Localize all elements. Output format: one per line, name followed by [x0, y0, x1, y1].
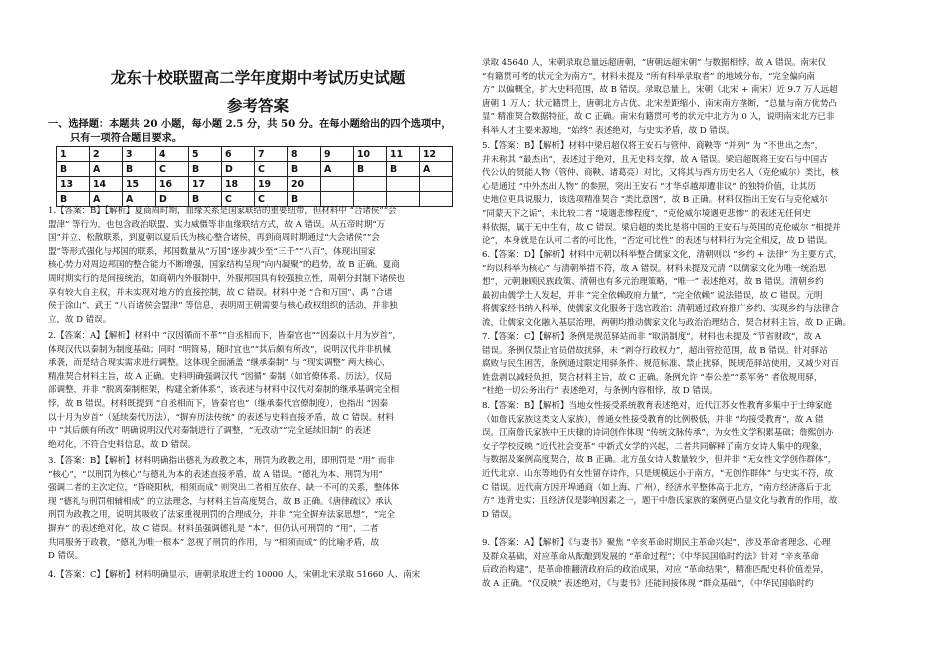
explanation-line: 女子学校反映 “近代社会变革” 中新式女学的兴起，二者共同解释了南方女诗人集中的现象， — [482, 441, 828, 452]
question-number-cell: 8 — [288, 147, 321, 162]
explanation-line: 后政治构建”，是革命推翻清政府后的政治成果，对应 “革命结果”，精准匹配史料价值差异， — [482, 565, 830, 576]
question-number-cell: 6 — [222, 147, 255, 162]
page-subtitle: 参考答案 — [226, 96, 289, 115]
explanation-line: 7.【答案：C】【解析】条例是规范驿站而非 “取消制度”，材料也未提及 “节省财政”，故 A — [482, 332, 822, 342]
answer-cell: B — [387, 162, 420, 177]
question-number-cell: 13 — [57, 177, 90, 192]
explanation-line: 史地位更具说服力，该选项精准契合 “类比意图”，故 B 正确。材料仅指出王安石与克伦威尔 — [482, 195, 828, 206]
explanation-line: 并未称其 “最杰出”，表述过于绝对，且无史料支撑，故 A 错误。梁启超既将王安石与中国古 — [482, 154, 828, 165]
answer-explanation — [482, 249, 918, 331]
explanation-line: 侯于涂山”、武王 “八百诸侯会盟津” 等信息，表明周王朝需要与核心政权组织的活动，并非独 — [48, 301, 398, 312]
answer-cell: A — [420, 162, 453, 177]
question-number-cell: 3 — [123, 147, 156, 162]
explanation-line: 共同服务于政教，“德礼为唯一根本” 忽视了刑罚的作用，与 “相须而成” 的比喻矛盾，故 — [48, 537, 380, 548]
explanation-line: 科举人才主要来源地，“始终” 表述绝对，与史实矛盾，故 D 错误。 — [482, 125, 735, 136]
explanation-line: 6.【答案：D】【解析】材料中元朝以科举整合儒家文化，清朝则以 “乡约 + 法律” 为主要方式， — [482, 250, 842, 260]
question-number-cell: 19 — [255, 177, 288, 192]
question-number-cell: 12 — [420, 147, 453, 162]
explanation-line: 料依据，属于无中生有，故 C 错误。梁启超的类比是将中国的王安石与英国的克伦威尔 “相提并 — [482, 222, 841, 233]
explanation-line: 最初由儒学士人发起，并非 “完全依赖政府力量”，“完全依赖” 说法错误，故 C 错误。元明 — [482, 290, 823, 301]
answer-cell: A — [90, 162, 123, 177]
explanation-line: C 错误。近代南方因开埠通商（如上海、广州），经济水平整体高于北方，“南方经济落后于北 — [482, 482, 832, 493]
answer-cell: A — [321, 162, 354, 177]
question-number-cell: 7 — [255, 147, 288, 162]
answer-table-row — [57, 162, 453, 177]
section-heading-line-2: 只有一项符合题目要求。 — [70, 132, 183, 144]
answer-explanation — [482, 331, 918, 399]
explanation-line: “同蒙天下之诟”，未比较二者 “境遇悲惨程度”，“克伦威尔境遇更悲惨” 的表述无任何史 — [482, 208, 811, 219]
explanation-line: 承袭，而是结合现实需求进行调整。这体现全面涵盖 “继承秦制” 与 “现实调整” 两大核心， — [48, 358, 391, 369]
answer-cell: C — [222, 192, 255, 207]
answer-explanation — [48, 455, 468, 564]
answer-table-row — [57, 147, 453, 162]
answer-cell: B — [123, 162, 156, 177]
section-heading — [48, 117, 468, 145]
question-number-cell: 5 — [189, 147, 222, 162]
explanation-line: 2.【答案：A】【解析】材料中 “汉因循而不革”“自丞相而下，皆秦官也”“因秦以十月为岁首”， — [48, 331, 401, 341]
explanation-line: 绝对化，不符合史料信息，故 D 错误。 — [48, 439, 197, 450]
answer-cell: B — [354, 162, 387, 177]
explanation-line: 8.【答案：B】【解析】当地女性接受系统教育表述绝对，近代江苏女性教育多集中于士绅家庭 — [482, 401, 832, 411]
explanation-line: “核心”，“以刑罚为核心”与德礼为本的表述直接矛盾，故 A 错误。“德礼为本、刑罚为用” — [48, 469, 383, 480]
answer-cell: D — [156, 192, 189, 207]
answer-explanation — [48, 569, 468, 583]
answer-table — [56, 146, 453, 207]
explanation-line: 方” 违背史实；且经济仅是影响因素之一，题干中詹氏家族的案例更凸显文化与教育的作用，故 — [482, 496, 838, 507]
answer-cell: C — [156, 162, 189, 177]
question-number-cell: 9 — [321, 147, 354, 162]
answer-explanation — [482, 140, 918, 249]
explanation-line: 4.【答案：C】【解析】材料明确显示，唐朝录取进士约 10000 人，宋朝北宋录取 51660 人、南宋 — [48, 570, 421, 580]
answer-cell: A — [90, 192, 123, 207]
explanation-line: 9.【答案：A】【解析】《与妻书》聚焦 “辛亥革命时期民主革命兴起”，涉及革命者理念、心理 — [482, 538, 831, 548]
answer-explanation — [48, 205, 468, 327]
explanation-line: 姓盘剥以减轻负担，契合材料主旨，故 C 正确。条例允许 “奉公差”“系军务” 者依规用驿， — [482, 372, 823, 383]
explanation-line: 想”，元朝兼顾民族政策、清朝也有多元治理策略，“唯一” 表述绝对，故 B 错误。清朝乡约 — [482, 277, 824, 288]
question-number-cell — [420, 177, 453, 192]
explanation-line: 及群众基础，对应革命从酝酿到发展的 “革命过程”；《中华民国临时约法》针对 “辛亥革命 — [482, 551, 819, 562]
answer-explanation — [482, 537, 918, 591]
question-number-cell: 15 — [123, 177, 156, 192]
explanation-line: “有籍贯可考的状元全为南方”，材料未提及 “所有科举录取者” 的地域分布，“完全偏向南 — [482, 71, 815, 82]
answer-cell: D — [222, 162, 255, 177]
explanation-line: 1.【答案：B】【解析】夏商周时期，血缘关系是国家联结的重要纽带，但材料中 “合诸侯”“会 — [48, 206, 397, 216]
answer-cell: C — [255, 162, 288, 177]
page-title: 龙东十校联盟高二学年度期中考试历史试题 — [110, 68, 406, 87]
explanation-line: 腐败与民生困苦，条例通过限定用驿条件、规范标准、禁止扰驿，既规范驿站使用，又减少对百 — [482, 359, 839, 370]
explanation-line: 故 A 正确。“仅反映” 表述绝对，《与妻书》还能间接体现 “群众基础”，《中华民国临时约 — [482, 578, 814, 589]
explanation-line: 现 “德礼与刑罚相辅相成” 的立法理念，与材料主旨高度契合，故 B 正确。《唐律疏议》承认 — [48, 496, 393, 507]
explanation-line: 盟津” 等行为，也包含政治联盟、实力威慑等非血缘联结方式，故 A 错误。从五帝时期“万 — [48, 219, 386, 230]
explanation-line: D 错误。 — [482, 509, 517, 520]
answer-cell: C — [255, 192, 288, 207]
explanation-line: 将儒家经书纳入科举，使儒家文化服务于选官政治；清朝通过政府推广乡约、实现乡约与法律合 — [482, 304, 839, 315]
explanation-line: 以十月为岁首”（延续秦代历法），“摒弃历法传统” 的表述与史料直接矛盾，故 C 错误。材料 — [48, 412, 395, 423]
explanation-line: 论”，本身就是在认可二者的可比性，“否定可比性” 的表述与材料行为完全相反，故 D 错误。 — [482, 236, 833, 247]
question-number-cell — [387, 177, 420, 192]
question-number-cell: 10 — [354, 147, 387, 162]
answer-cell: A — [123, 192, 156, 207]
explanation-line: 录取 45640 人，宋朝录取总量远超唐朝，“唐朝远超宋朝” 与数据相悖，故 A 错误。南宋仅 — [482, 58, 826, 68]
explanation-line: 部调整，并非 “脱离秦制框架，构建全新体系”，该表述与材料中汉代对秦制的继承基调完全相 — [48, 385, 400, 396]
question-number-cell: 18 — [222, 177, 255, 192]
explanation-line: 摒弃” 的表述绝对化，故 C 错误。材料虽强调德礼是 “本”，但仍认可刑罚的 “用”，二者 — [48, 523, 379, 534]
explanation-line: 体现汉代以秦制为制度基础；同时 “明简易，随时宜也”“其后颇有所改”，说明汉代并非机械 — [48, 344, 391, 355]
explanation-line: 悖，故 B 错误。材料既提到 “自丞相而下，皆秦官也”（继承秦代官僚制度），也指出 “因秦 — [48, 398, 388, 409]
explanation-line: 唐朝 1 万人；状元籍贯上，唐朝北方占优、北宋差距缩小、南宋南方垄断，“总量与南方优势凸 — [482, 98, 837, 109]
explanation-line: 3.【答案：B】【解析】材料明确指出德礼为政教之本，刑罚为政教之用，即刑罚是 “用” 而非 — [48, 456, 395, 466]
explanation-line: 与数据及案例高度契合，故 B 正确。北方虽女诗人数量较少，但并非 “无女性文学创作群体”， — [482, 455, 837, 466]
question-number-cell: 11 — [387, 147, 420, 162]
explanation-line: 代公认的贤能人物（管仲、商鞅、诸葛亮）对比，又将其与西方历史名人（克伦威尔）类比，核 — [482, 168, 839, 179]
question-number-cell: 4 — [156, 147, 189, 162]
answer-cell: B — [189, 192, 222, 207]
answer-cell: B — [189, 162, 222, 177]
explanation-line: 周时期实行的是间接统治，如商朝内外服制中，外服邦国具有较强独立性，周朝分封制下诸侯也 — [48, 273, 405, 284]
question-number-cell: 16 — [156, 177, 189, 192]
answer-explanation — [482, 400, 918, 522]
explanation-line: （如詹氏家族这类文人家族），普通女性接受教育的比例极低，并非 “均接受教育”，故 A 错 — [482, 414, 824, 425]
explanation-line: 精准契合材料主旨，故 A 正确。史料明确强调汉代 “因循” 秦制（如官僚体系、历法），仅局 — [48, 371, 393, 382]
explanation-line: 显” 精准契合数据特征，故 C 正确。南宋有籍贯可考的状元中北方为 0 人，说明南宋北方已非 — [482, 112, 835, 123]
answer-cell: B — [288, 162, 321, 177]
question-number-cell: 1 — [57, 147, 90, 162]
explanation-line: 心是通过 “中外杰出人物” 的参照，突出王安石 “才华卓越却遭非议” 的独特价值，让其历 — [482, 181, 816, 192]
explanation-line: 5.【答案：B】【解析】材料中梁启超仅将王安石与管仲、商鞅等 “并列” 为 “不世出之杰”， — [482, 141, 824, 151]
explanation-line: 方” 以偏概全，扩大史料范围，故 B 错误。录取总量上，宋朝（北宋 + 南宋）近 9.7 万人远超 — [482, 85, 838, 96]
explanation-line: 误。江南詹氏家族中王庆棣的诗词创作体现 “传统文脉传承”，为女性文学积累基础；詹熙创办 — [482, 428, 834, 439]
question-number-cell — [354, 177, 387, 192]
explanation-line: 近代北京、山东等地仍有女性留存诗作，只是规模远小于南方，“无创作群体” 与史实不符，故 — [482, 468, 834, 479]
explanation-line: 享有较大自主权，并未实现对地方的直接控制，故 C 错误。材料中尧 “合和万国”、禹 “合诸 — [48, 287, 393, 298]
explanation-line: 刑罚为政教之用，说明其吸收了法家重视刑罚的合理成分，并非 “完全摒弃法家思想”，“完全 — [48, 510, 396, 521]
section-heading-line-1: 一、选择题：本题共 20 小题，每小题 2.5 分，共 50 分。在每小题给出的四个选项中， — [48, 118, 452, 130]
answer-cell: B — [57, 162, 90, 177]
question-number-cell: 17 — [189, 177, 222, 192]
answer-cell: B — [57, 192, 90, 207]
explanation-line: 错误。条例仅禁止官员借故扰驿，未 “剥夺行政权力”，超出管控范围，故 B 错误。针对驿站 — [482, 345, 828, 356]
answer-explanation — [48, 330, 468, 452]
explanation-line: 流，让儒家文化融入基层治理，两朝均推动儒家文化与政治治理结合，契合材料主旨，故 D 正确。 — [482, 317, 852, 328]
question-number-cell: 14 — [90, 177, 123, 192]
answer-cell: B — [288, 192, 321, 207]
question-number-cell — [321, 177, 354, 192]
explanation-line: 盟”等形式强化与邦国的联系，邦国数量从“万国”逐步减少至“三千”“八百”，体现出国家 — [48, 246, 376, 257]
question-number-cell: 20 — [288, 177, 321, 192]
answer-table-row — [57, 177, 453, 192]
explanation-line: 强调二者的主次定位，“昏晓阳秋，相须而成” 则突出二者相互依存、缺一不可的关系，整体体 — [48, 483, 400, 494]
explanation-line: “均以科举为核心” 与清朝举措不符，故 A 错误。材料未提及元清 “以儒家文化为唯一统治思 — [482, 263, 827, 274]
explanation-line: 中 “其后颇有所改” 明确说明汉代对秦制进行了调整，“无改动”“完全延续旧制” 的表述 — [48, 426, 371, 437]
explanation-line: 国”并立、松散联系，到夏朝以夏后氏为核心整合诸侯，再到商周时期通过“大会诸侯”“会 — [48, 233, 380, 244]
answer-explanation — [482, 57, 918, 139]
explanation-line: D 错误。 — [48, 551, 83, 562]
question-number-cell: 2 — [90, 147, 123, 162]
explanation-line: 立，故 D 错误。 — [48, 314, 112, 325]
explanation-line: 核心势力对周边邦国的整合能力不断增强，国家结构呈现“向内凝聚”的趋势，故 B 正确。夏商 — [48, 260, 400, 271]
explanation-line: “杜绝一切公务出行” 表述绝对，与条例内容相悖，故 D 错误。 — [482, 386, 718, 397]
